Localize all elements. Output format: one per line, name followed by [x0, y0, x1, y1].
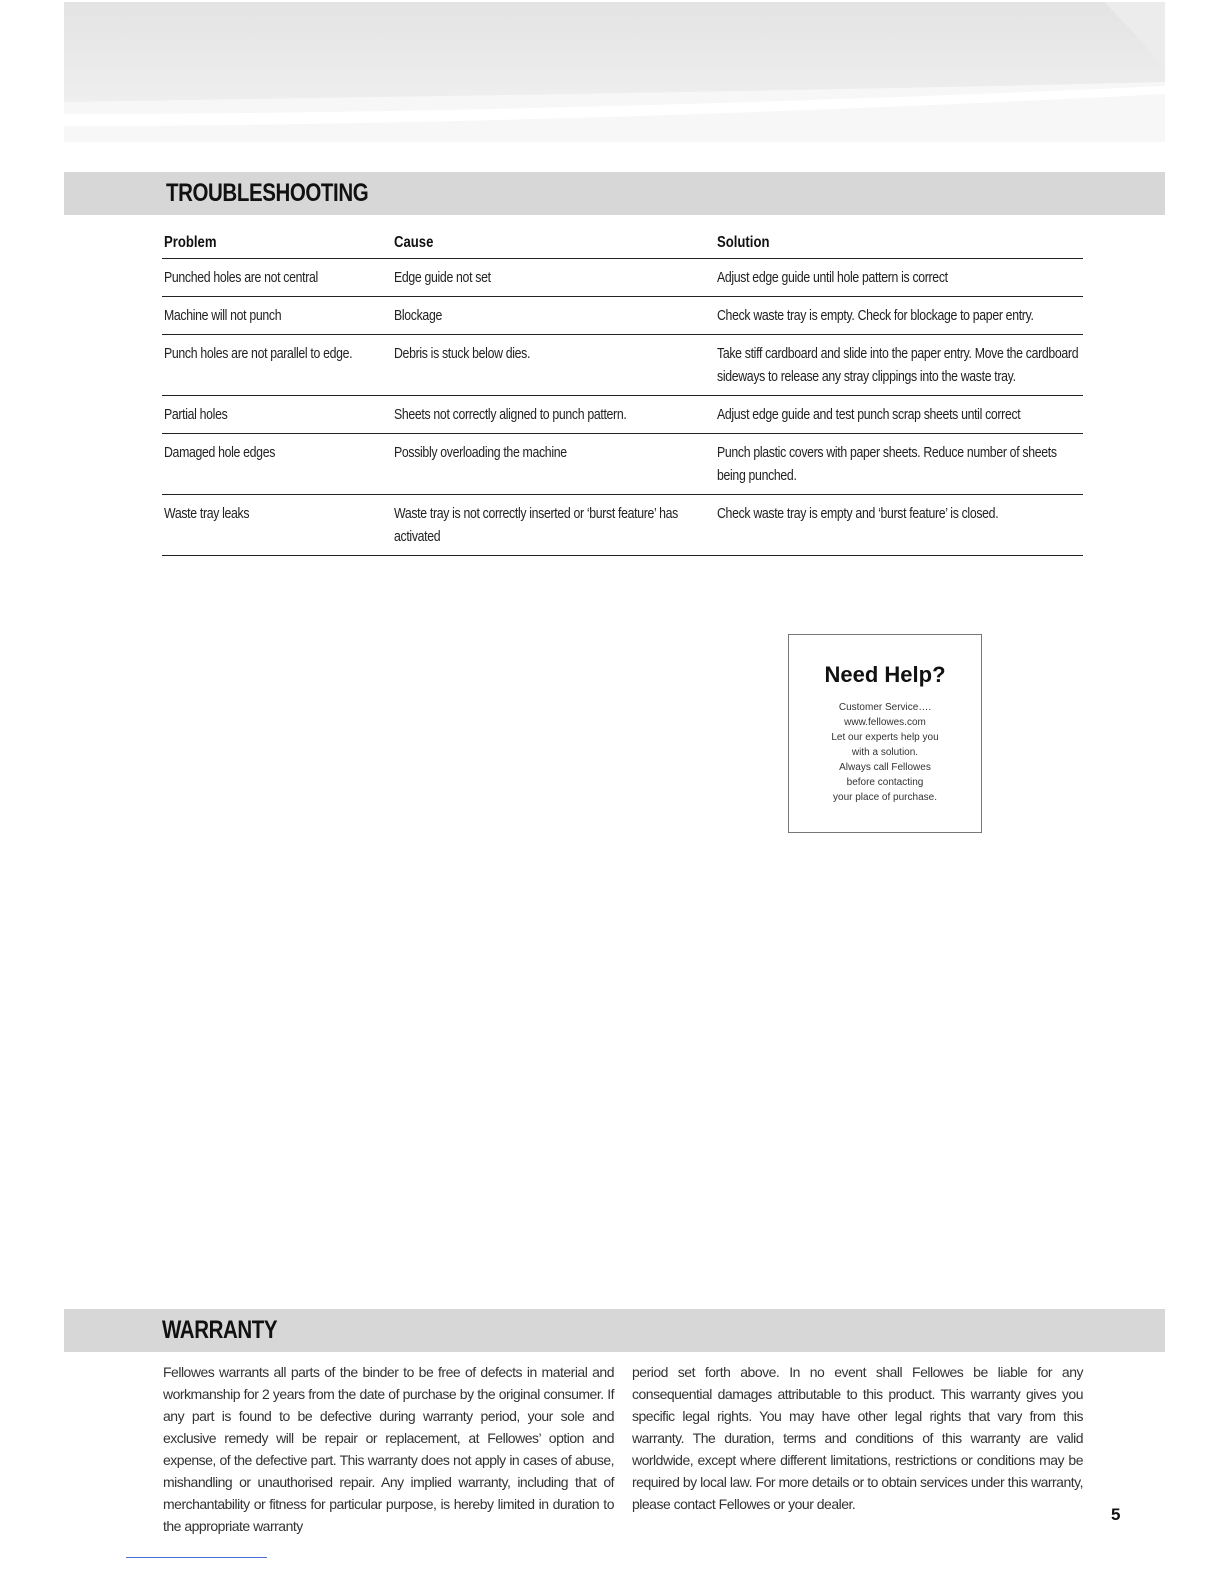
table-row — [162, 434, 1083, 495]
warranty-body — [163, 1361, 1083, 1537]
column-header-problem: Problem — [162, 228, 392, 259]
footer-rule — [126, 1557, 267, 1558]
help-line: Let our experts help you — [831, 732, 939, 743]
problem-cell: Machine will not punch — [162, 297, 392, 335]
cause-cell: Waste tray is not correctly inserted or ‘burst feature’ has activated — [392, 495, 715, 556]
help-line: with a solution. — [851, 747, 919, 758]
cause-cell: Possibly overloading the machine — [392, 434, 715, 495]
need-help-text — [789, 700, 981, 805]
cause-cell: Blockage — [392, 297, 715, 335]
table-header-row — [162, 228, 1083, 259]
table-row — [162, 335, 1083, 396]
column-header-solution: Solution — [715, 228, 1083, 259]
help-line: before contacting — [846, 777, 924, 788]
solution-cell: Adjust edge guide until hole pattern is correct — [715, 259, 1083, 297]
problem-cell: Damaged hole edges — [162, 434, 392, 495]
help-line: www.fellowes.com — [844, 717, 926, 728]
solution-cell: Check waste tray is empty. Check for blockage to paper entry. — [715, 297, 1083, 335]
table-row — [162, 297, 1083, 335]
cause-cell: Edge guide not set — [392, 259, 715, 297]
warranty-heading: WARRANTY — [162, 1316, 278, 1344]
warranty-header-bar — [64, 1309, 1165, 1352]
problem-cell: Waste tray leaks — [162, 495, 392, 556]
help-line: your place of purchase. — [833, 792, 937, 803]
need-help-title: Need Help? — [824, 662, 946, 687]
table-row — [162, 495, 1083, 556]
solution-cell: Check waste tray is empty and ‘burst feature’ is closed. — [715, 495, 1083, 556]
troubleshooting-header-bar — [64, 172, 1165, 215]
column-header-cause: Cause — [392, 228, 715, 259]
warranty-column-2: period set forth above. In no event shall Fellowes be liable for any consequential damages attributable to this product. This warranty gives you specific legal rights. You may have other legal rights that vary from this warranty. The duration, terms and conditions of this warranty are valid worldwide, except where different limitations, restrictions or conditions may be required by local law. For more details or to obtain services under this warranty, please contact Fellowes or your dealer. — [632, 1364, 1083, 1512]
solution-cell: Adjust edge guide and test punch scrap sheets until correct — [715, 396, 1083, 434]
help-line: Always call Fellowes — [839, 762, 931, 773]
warranty-column-1: Fellowes warrants all parts of the binder to be free of defects in material and workmanship for 2 years from the date of purchase by the original consumer. If any part is found to be defective during warranty period, your sole and exclusive remedy will be repair or replacement, at Fellowes’ option and expense, of the defective part. This warranty does not apply in cases of abuse, mishandling or unauthorised repair. Any implied warranty, including that of merchantability or fitness for particular purpose, is hereby limited in duration to the appropriate warranty — [163, 1364, 614, 1534]
solution-cell: Take stiff cardboard and slide into the paper entry. Move the cardboard sideways to release any stray clippings into the waste tray. — [715, 335, 1083, 396]
problem-cell: Punch holes are not parallel to edge. — [162, 335, 392, 396]
problem-cell: Partial holes — [162, 396, 392, 434]
cause-cell: Debris is stuck below dies. — [392, 335, 715, 396]
help-line: Customer Service…. — [838, 702, 932, 713]
table-row — [162, 259, 1083, 297]
troubleshooting-table — [162, 228, 1083, 556]
header-banner — [64, 2, 1165, 142]
banner-swoosh — [64, 2, 1165, 142]
cause-cell: Sheets not correctly aligned to punch pattern. — [392, 396, 715, 434]
problem-cell: Punched holes are not central — [162, 259, 392, 297]
solution-cell: Punch plastic covers with paper sheets. Reduce number of sheets being punched. — [715, 434, 1083, 495]
page-number: 5 — [1111, 1505, 1121, 1524]
troubleshooting-heading: TROUBLESHOOTING — [166, 179, 369, 207]
table-row — [162, 396, 1083, 434]
need-help-box — [788, 634, 982, 833]
